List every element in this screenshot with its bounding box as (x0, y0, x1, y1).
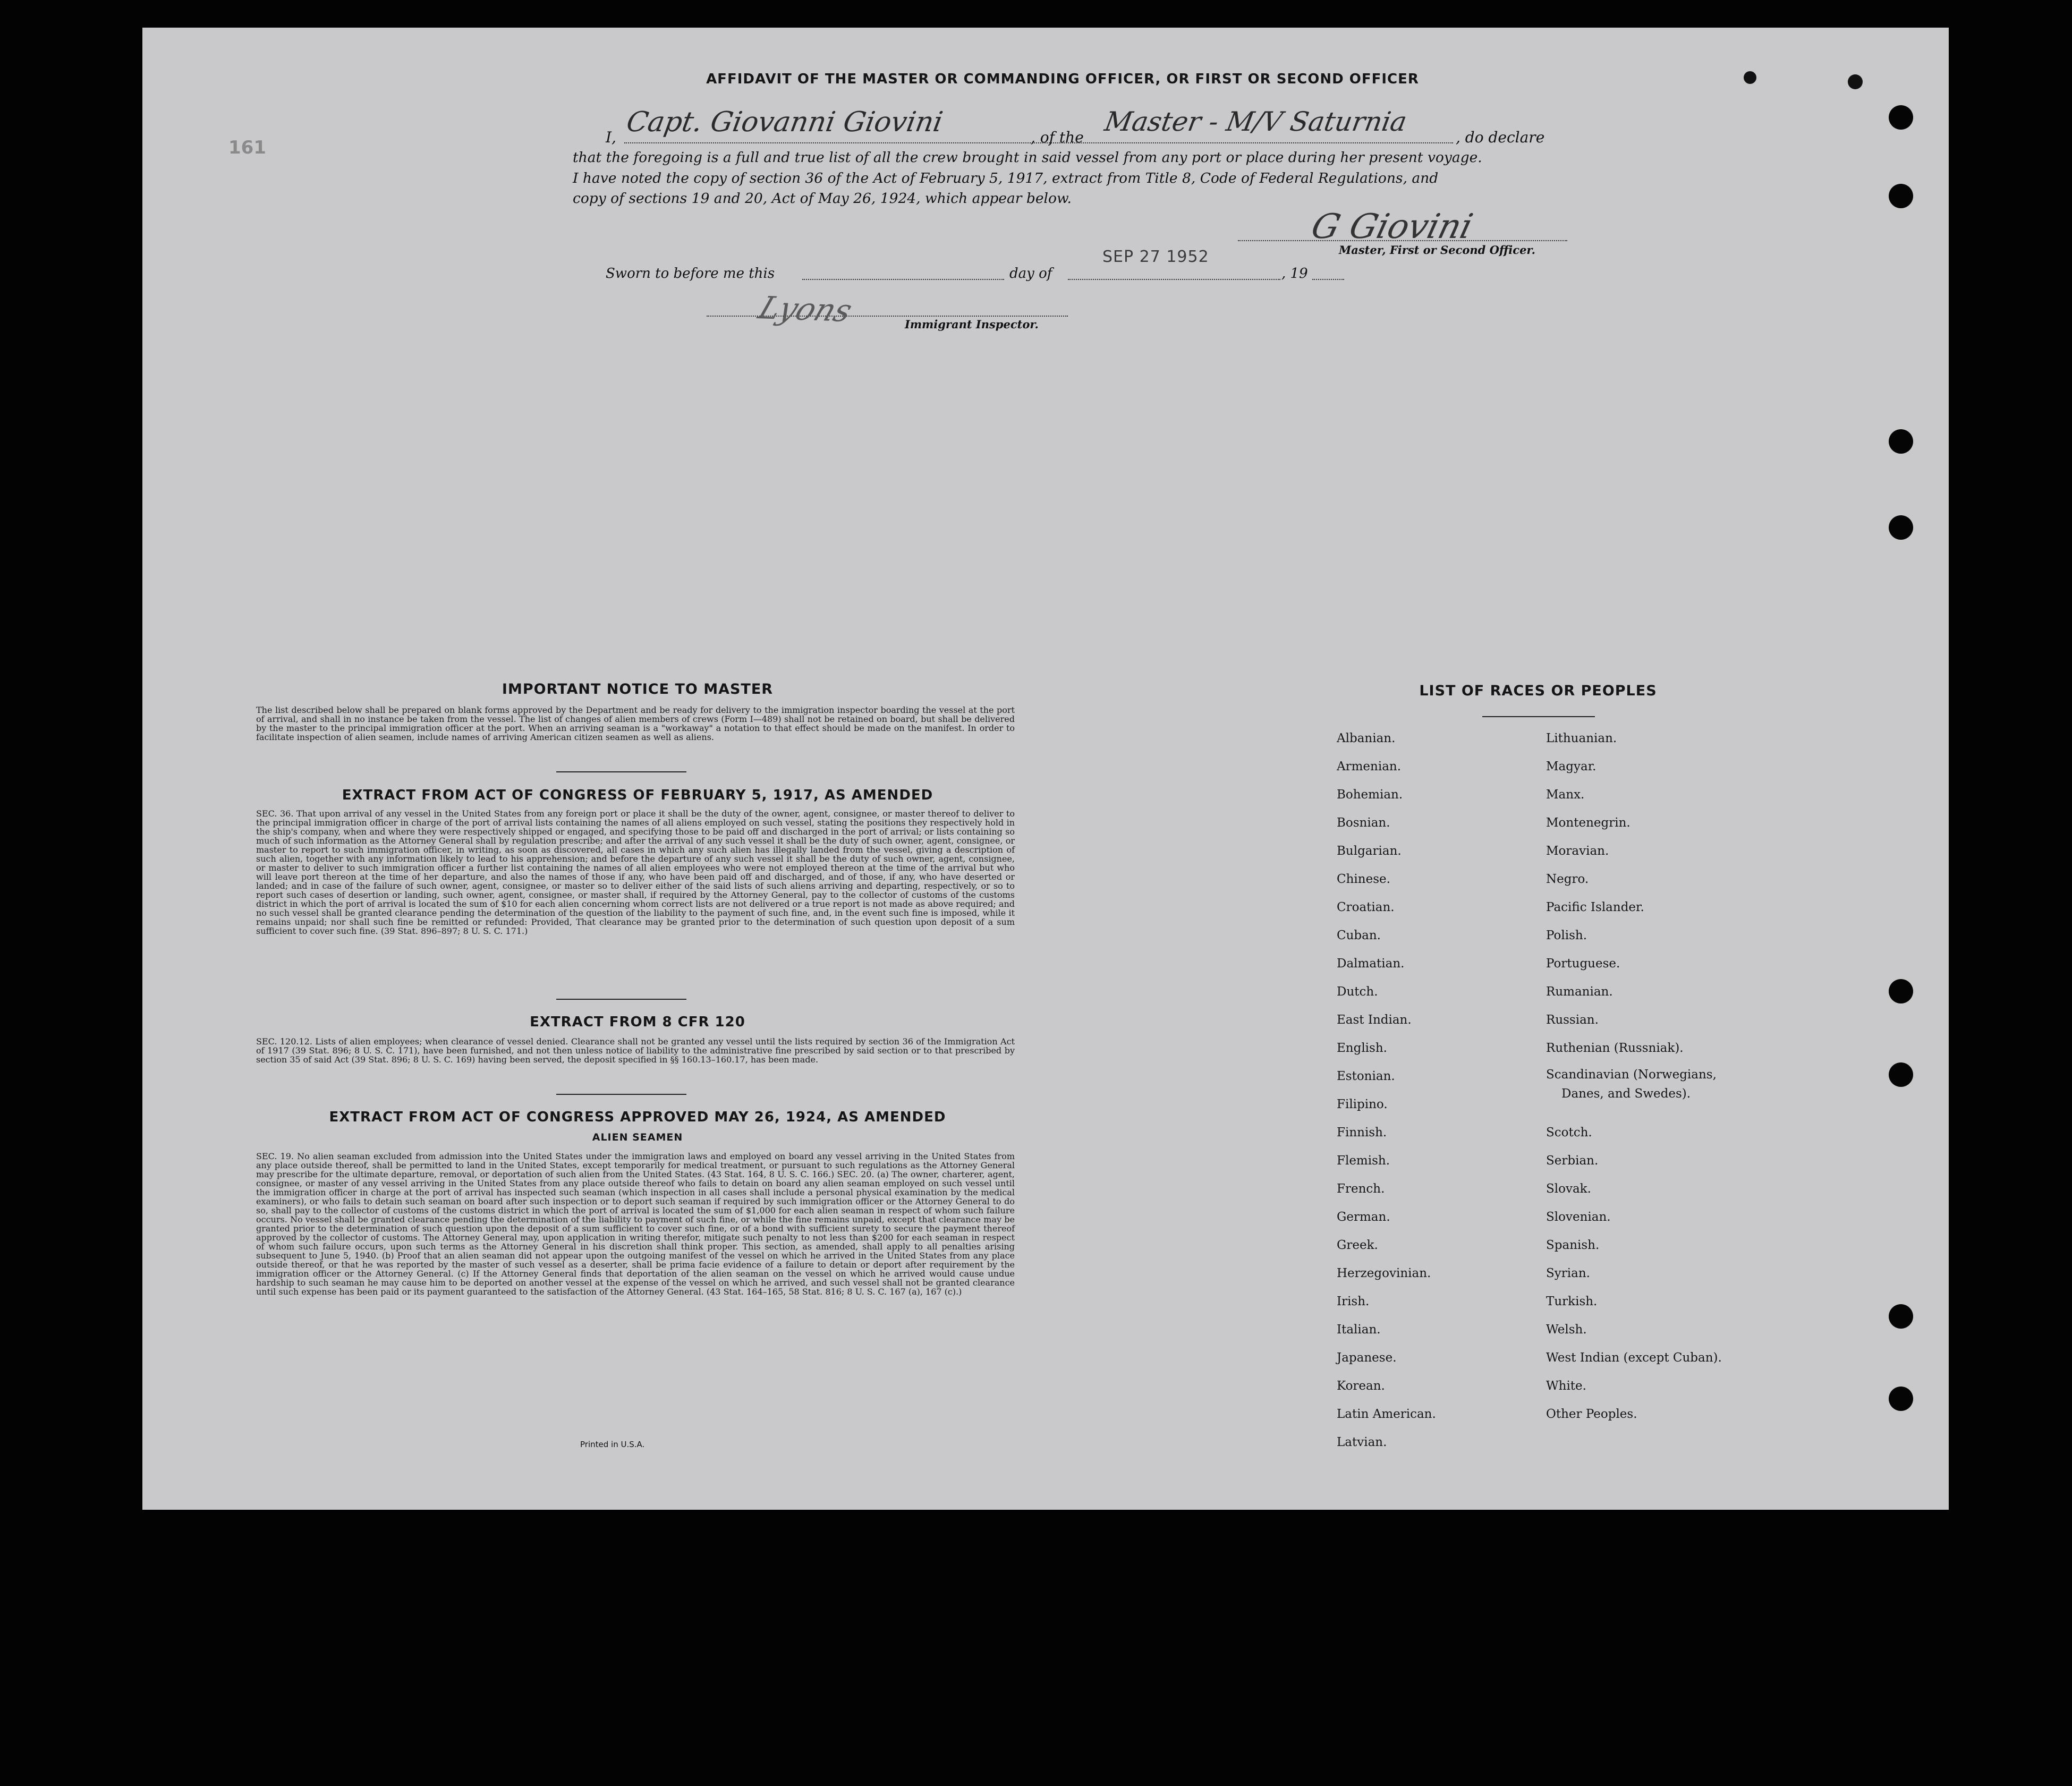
affidavit-line-3: I have noted the copy of section 36 of the Act of February 5, 1917, extract from Title 8, Code of Federal Regulations, and (573, 170, 1439, 186)
race-item: Spanish. (1546, 1238, 1600, 1252)
race-item: Chinese. (1337, 872, 1390, 886)
race-item: Welsh. (1546, 1323, 1587, 1337)
inspector-signature: Lyons (753, 290, 857, 329)
race-item: Flemish. (1337, 1154, 1390, 1168)
divider (1482, 716, 1595, 717)
race-item: Japanese. (1337, 1351, 1397, 1365)
race-item: White. (1546, 1379, 1586, 1393)
date-stamp: SEP 27 1952 (1102, 248, 1209, 266)
race-item: Latvian. (1337, 1435, 1387, 1449)
divider (556, 771, 686, 772)
race-item: Pacific Islander. (1546, 900, 1644, 914)
race-item: Rumanian. (1546, 985, 1613, 999)
small-hole (1744, 71, 1756, 84)
affidavit-of-the: , of the (1031, 129, 1084, 146)
extract-1924-title: EXTRACT FROM ACT OF CONGRESS APPROVED MAY 26, 1924, AS AMENDED (329, 1109, 946, 1125)
race-item: Montenegrin. (1546, 816, 1631, 830)
sworn-label: Sworn to before me this (606, 266, 775, 282)
printed-in-usa: Printed in U.S.A. (580, 1440, 645, 1449)
punch-hole (1889, 429, 1913, 454)
race-item: French. (1337, 1182, 1385, 1196)
race-item: Herzegovinian. (1337, 1266, 1431, 1280)
race-item: Estonian. (1337, 1069, 1395, 1083)
affidavit-line-2: that the foregoing is a full and true list of all the crew brought in said vessel from any port or place during her present voyage. (573, 149, 1482, 166)
divider (556, 1094, 686, 1095)
divider (556, 999, 686, 1000)
signature-caption: Master, First or Second Officer. (1339, 243, 1535, 257)
handwritten-name: Capt. Giovanni Giovini (624, 106, 945, 138)
race-item: Polish. (1546, 929, 1587, 942)
race-item: Syrian. (1546, 1266, 1590, 1280)
punch-hole (1889, 979, 1913, 1003)
affidavit-title: AFFIDAVIT OF THE MASTER OR COMMANDING OFFICER, OR FIRST OR SECOND OFFICER (706, 71, 1419, 87)
race-item: Dutch. (1337, 985, 1378, 999)
punch-hole (1889, 105, 1913, 130)
race-item: Italian. (1337, 1323, 1381, 1337)
race-item: Irish. (1337, 1295, 1370, 1308)
race-item: Scotch. (1546, 1126, 1592, 1139)
notice-body: The list described below shall be prepared on blank forms approved by the Department and be ready for delivery to the immigration inspector boarding the vessel at the port of arrival, and shall in no instance be taken from the vessel. The list of changes of alien members of crews (Form I—489) shall not be retained on board, but shall be delivered by the master to the principal immigration officer at the port. When an arriving seaman is a "workaway" a notation to that effect should be made on the manifest. In order to facilitate inspection of alien seamen, include names of arriving American citizen seamen as well as aliens. (256, 705, 1015, 742)
punch-hole (1889, 515, 1913, 540)
margin-mark: 161 (228, 137, 266, 158)
race-item: Greek. (1337, 1238, 1378, 1252)
extract-1924-body: SEC. 19. No alien seaman excluded from admission into the United States under the immigration laws and employed on board any vessel arriving in the United States from any place outside thereof, shall be permitted to land in the United States, except temporarily for medical treatment, or pursuant to such regulations as the Attorney General may prescribe for the ultimate departure, removal, or deportation of such alien from the United States. (43 Stat. 164, 8 U. S. C. 166.) SEC. 20. (a) The owner, charterer, agent, consignee, or master of any vessel arriving in the United States from any place outside thereof who fails to detain on board any alien seaman employed on such vessel until the immigration officer in charge at the port of arrival has inspected such seaman (which inspection in all cases shall include a personal physical examination by the medical examiners), or who fails to detain such seaman on board after such inspection or to deport such seaman if required by such immigration officer or the Attorney General to do so, shall pay to the collector of customs of the customs district in which the port of arrival is located the sum of $1,000 for each alien seaman in respect of whom such failure occurs. No vessel shall be granted clearance pending the determination of the liability to payment of such fine, or while the fine remains unpaid, except that clearance may be granted prior to the determination of such question upon the deposit of a sum sufficient to cover such fine, or of a bond with sufficient surety to secure the payment thereof approved by the collector of customs. The Attorney General may, upon application in writing therefor, mitigate such penalty to not less than $200 for each seaman in respect of whom such failure occurs, upon such terms as the Attorney General in his discretion shall think proper. This section, as amended, shall apply to all penalties arising subsequent to June 5, 1940. (b) Proof that an alien seaman did not appear upon the outgoing manifest of the vessel on which he arrived in the United States from any place outside thereof, or that he was reported by the master of such vessel as a deserter, shall be prima facie evidence of a failure to detain or deport after requirement by the immigration officer or the Attorney General. (c) If the Attorney General finds that deportation of the alien seaman on the vessel on which he arrived would cause undue hardship to such seaman he may cause him to be deported on another vessel at the expense of the vessel on which he arrived, and such vessel shall not be granted clearance until such expense has been paid or its payment guaranteed to the satisfaction of the Attorney General. (43 Stat. 164–165, 58 Stat. 816; 8 U. S. C. 167 (a), 167 (c).) (256, 1151, 1015, 1297)
extract-1917-body: SEC. 36. That upon arrival of any vessel in the United States from any foreign port or place it shall be the duty of the owner, agent, consignee, or master thereof to deliver to the principal immigration officer in charge of the port of arrival lists containing the names of all aliens employed on such vessel, stating the positions they respectively hold in the ship's company, when and where they were respectively shipped or engaged, and specifying those to be paid off and discharged in the port of arrival; or lists containing so much of such information as the Attorney General shall by regulation prescribe; and after the arrival of any such vessel it shall be the duty of such owner, agent, consignee, or master to report to such immigration officer, in writing, as soon as discovered, all cases in which any such alien has illegally landed from the vessel, giving a description of such alien, together with any information likely to lead to his apprehension; and before the departure of any such vessel it shall be the duty of such owner, agent, consignee, or master to deliver to such immigration officer a further list containing the names of all alien employees who were not employed thereon at the time of the arrival but who will leave port thereon at the time of her departure, and also the names of those if any, who have been paid off and discharged, and of those, if any, who have deserted or landed; and in case of the failure of such owner, agent, consignee, or master so to deliver either of the said lists of such aliens arriving and departing, respectively, or so to report such cases of desertion or landing, such owner, agent, consignee, or master shall, if required by the Attorney General, pay to the collector of customs of the customs district in which the port of arrival is located the sum of $10 for each alien concerning whom correct lists are not delivered or a true report is not made as above required; and no such vessel shall be granted clearance pending the determination of the question of the liability to the payment of such fine, and, in the event such fine is imposed, while it remains unpaid; nor shall such fine be remitted or refunded: Provided, That clearance may be granted prior to the determination of such question upon deposit of a sum sufficient to cover such fine. (39 Stat. 896–897; 8 U. S. C. 171.) (256, 809, 1015, 936)
extract-cfr-title: EXTRACT FROM 8 CFR 120 (530, 1014, 745, 1030)
race-item: Bulgarian. (1337, 844, 1402, 858)
race-item: Latin American. (1337, 1407, 1436, 1421)
sworn-day-line (802, 279, 1004, 280)
race-item: Other Peoples. (1546, 1407, 1637, 1421)
race-item: Scandinavian (Norwegians, (1546, 1068, 1717, 1082)
race-item: English. (1337, 1041, 1387, 1055)
race-item-continuation: Danes, and Swedes). (1561, 1087, 1691, 1101)
small-hole (1848, 74, 1863, 89)
race-item: Korean. (1337, 1379, 1385, 1393)
race-item: Albanian. (1337, 732, 1396, 745)
race-item: German. (1337, 1210, 1390, 1224)
race-item: Cuban. (1337, 929, 1381, 942)
race-item: Filipino. (1337, 1098, 1388, 1111)
race-item: Serbian. (1546, 1154, 1599, 1168)
race-item: East Indian. (1337, 1013, 1412, 1027)
handwritten-vessel: Master - M/V Saturnia (1102, 106, 1409, 137)
race-item: Slovak. (1546, 1182, 1591, 1196)
race-item: Turkish. (1546, 1295, 1598, 1308)
punch-hole (1889, 184, 1913, 208)
extract-1917-title: EXTRACT FROM ACT OF CONGRESS OF FEBRUARY 5, 1917, AS AMENDED (342, 787, 933, 803)
punch-hole (1889, 1387, 1913, 1411)
extract-1924-subtitle: ALIEN SEAMEN (592, 1132, 683, 1143)
race-item: West Indian (except Cuban). (1546, 1351, 1722, 1365)
sworn-month-line (1068, 279, 1280, 280)
race-item: Croatian. (1337, 900, 1395, 914)
race-item: Finnish. (1337, 1126, 1387, 1139)
affidavit-do-declare: , do declare (1456, 129, 1545, 146)
race-item: Magyar. (1546, 760, 1597, 773)
race-item: Ruthenian (Russniak). (1546, 1041, 1684, 1055)
race-item: Lithuanian. (1546, 732, 1617, 745)
punch-hole (1889, 1062, 1913, 1087)
race-item: Dalmatian. (1337, 957, 1405, 971)
race-item: Portuguese. (1546, 957, 1620, 971)
race-item: Armenian. (1337, 760, 1402, 773)
inspector-caption: Immigrant Inspector. (905, 318, 1039, 331)
race-item: Slovenian. (1546, 1210, 1611, 1224)
day-of-label: day of (1009, 266, 1052, 282)
punch-hole (1889, 1304, 1913, 1329)
race-item: Bohemian. (1337, 788, 1403, 802)
affidavit-line-4: copy of sections 19 and 20, Act of May 26, 1924, which appear below. (573, 190, 1072, 207)
extract-cfr-body: SEC. 120.12. Lists of alien employees; when clearance of vessel denied. Clearance shall not be granted any vessel until the lists required by section 36 of the Immigration Act of 1917 (39 Stat. 896; 8 U. S. C. 171), have been furnished, and not then unless notice of liability to the administrative fine prescribed by said section or to that prescribed by section 35 of said Act (39 Stat. 896; 8 U. S. C. 169) having been served, the deposit specified in §§ 160.13–160.17, has been made. (256, 1036, 1015, 1065)
race-item: Negro. (1546, 872, 1589, 886)
race-item: Manx. (1546, 788, 1585, 802)
sworn-year-line (1312, 279, 1344, 280)
race-item: Moravian. (1546, 844, 1609, 858)
notice-title: IMPORTANT NOTICE TO MASTER (502, 681, 774, 698)
race-item: Russian. (1546, 1013, 1599, 1027)
races-title: LIST OF RACES OR PEOPLES (1419, 683, 1657, 699)
race-item: Bosnian. (1337, 816, 1390, 830)
affidavit-i-label: I, (606, 129, 616, 146)
year-prefix: , 19 (1281, 266, 1308, 282)
master-signature: G Giovini (1307, 207, 1477, 246)
